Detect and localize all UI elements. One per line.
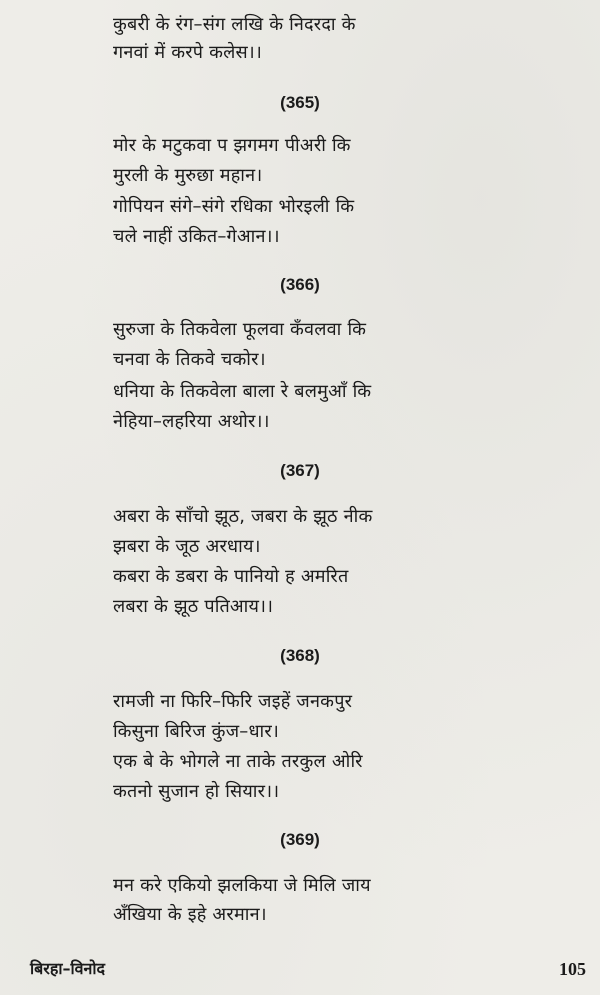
- verse-line: रामजी ना फिरि–फिरि जइहें जनकपुर: [113, 691, 353, 712]
- book-title-footer: बिरहा–विनोद: [30, 959, 106, 978]
- verse-line: गोपियन संगे–संगे रधिका भोरइली कि: [113, 196, 355, 217]
- verse-line: मोर के मटुकवा प झगमग पीअरी कि: [113, 135, 351, 156]
- verse-line: नेहिया–लहरिया अथोर।।: [113, 411, 270, 432]
- verse-line: धनिया के तिकवेला बाला रे बलमुआँ कि: [113, 381, 372, 402]
- verse-line: कुबरी के रंग–संग लखि के निदरदा के: [113, 14, 356, 35]
- verse-line: एक बे के भोगले ना ताके तरकुल ओरि: [113, 751, 363, 772]
- verse-line: अँखिया के इहे अरमान।: [113, 904, 267, 925]
- verse-line: मन करे एकियो झलकिया जे मिलि जाय: [113, 875, 371, 896]
- verse-number: (366): [280, 275, 320, 294]
- verse-line: चनवा के तिकवे चकोर।: [113, 349, 266, 370]
- verse-line: चले नाहीं उकित–गेआन।।: [113, 226, 280, 247]
- verse-line: लबरा के झूठ पतिआय।।: [113, 596, 274, 617]
- verse-line: झबरा के जूठ अरधाय।: [113, 536, 261, 557]
- verse-line: अबरा के साँचो झूठ, जबरा के झूठ नीक: [113, 506, 373, 527]
- verse-line: कबरा के डबरा के पानियो ह अमरित: [113, 566, 349, 587]
- verse-number: (365): [280, 93, 320, 112]
- page-number: 105: [559, 959, 586, 979]
- verse-line: कतनो सुजान हो सियार।।: [113, 781, 280, 802]
- verse-line: किसुना बिरिज कुंज–धार।: [113, 721, 279, 742]
- verse-number: (368): [280, 646, 320, 665]
- verse-line: गनवां में करपे कलेस।।: [113, 42, 262, 63]
- verse-line: सुरुजा के तिकवेला फूलवा कँवलवा कि: [113, 319, 367, 340]
- verse-number: (369): [280, 830, 320, 849]
- verse-line: मुरली के मुरुछा महान।: [113, 165, 263, 186]
- verse-number: (367): [280, 461, 320, 480]
